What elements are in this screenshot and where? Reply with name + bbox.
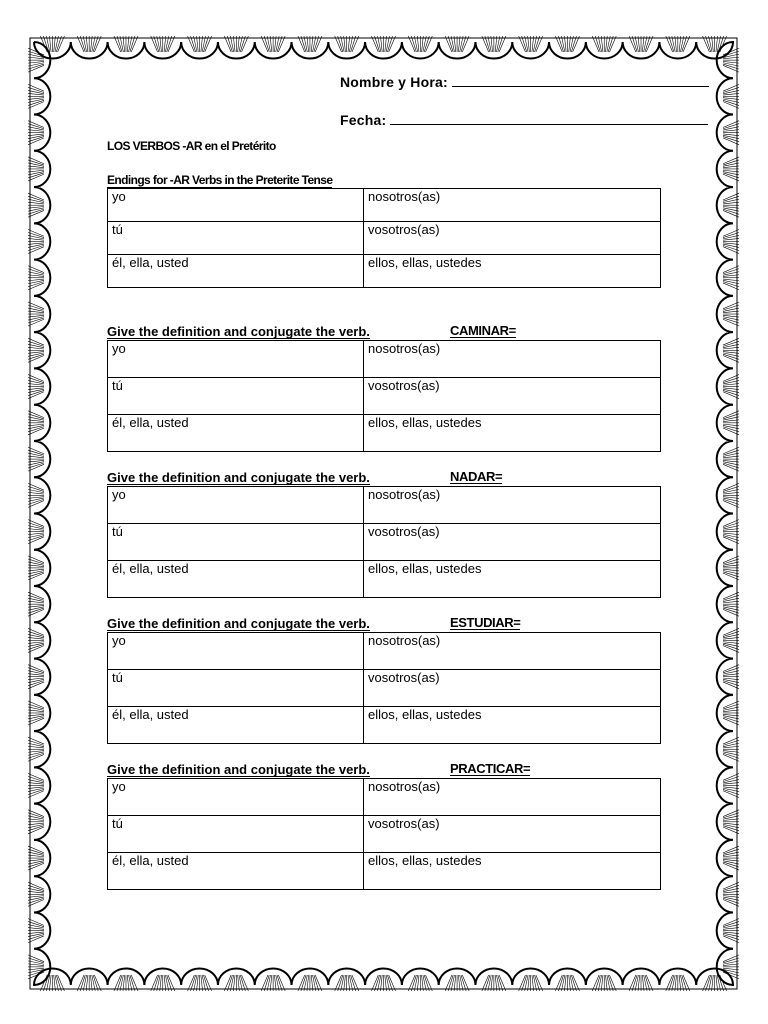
cell-vosotros[interactable]: vosotros(as)	[364, 222, 661, 255]
section-instruction: Give the definition and conjugate the verb.	[107, 762, 370, 777]
nadar-conjugation-table	[107, 486, 661, 598]
cell-nosotros[interactable]: nosotros(as)	[364, 779, 661, 816]
section-heading	[107, 470, 660, 486]
caminar-section	[107, 324, 660, 452]
section-heading	[107, 324, 660, 340]
cell-el-ella-usted[interactable]: él, ella, usted	[108, 255, 364, 288]
table-row	[108, 255, 661, 288]
nadar-section	[107, 470, 660, 598]
table-row	[108, 415, 661, 452]
table-row	[108, 341, 661, 378]
table-row	[108, 378, 661, 415]
section-heading	[107, 616, 660, 632]
cell-yo[interactable]: yo	[108, 779, 364, 816]
cell-el-ella-usted[interactable]: él, ella, usted	[108, 707, 364, 744]
cell-tu[interactable]: tú	[108, 816, 364, 853]
worksheet-title: LOS VERBOS -AR en el Pretérito	[107, 139, 276, 153]
table-row	[108, 222, 661, 255]
section-instruction: Give the definition and conjugate the verb.	[107, 470, 370, 485]
cell-ellos-ellas-ustedes[interactable]: ellos, ellas, ustedes	[364, 853, 661, 890]
table-row	[108, 487, 661, 524]
section-verb: PRACTICAR=	[450, 761, 531, 776]
table-row	[108, 779, 661, 816]
cell-tu[interactable]: tú	[108, 524, 364, 561]
section-verb: NADAR=	[450, 469, 503, 484]
cell-ellos-ellas-ustedes[interactable]: ellos, ellas, ustedes	[364, 415, 661, 452]
section-instruction: Give the definition and conjugate the verb.	[107, 324, 370, 339]
cell-yo[interactable]: yo	[108, 189, 364, 222]
cell-yo[interactable]: yo	[108, 487, 364, 524]
cell-tu[interactable]: tú	[108, 670, 364, 707]
name-and-hour-label: Nombre y Hora:	[340, 74, 448, 90]
practicar-section	[107, 762, 660, 890]
cell-ellos-ellas-ustedes[interactable]: ellos, ellas, ustedes	[364, 255, 661, 288]
section-instruction: Give the definition and conjugate the verb.	[107, 616, 370, 631]
cell-yo[interactable]: yo	[108, 633, 364, 670]
endings-table	[107, 188, 661, 288]
date-field[interactable]	[340, 112, 708, 128]
table-row	[108, 707, 661, 744]
cell-vosotros[interactable]: vosotros(as)	[364, 816, 661, 853]
endings-heading-text: Endings for -AR Verbs in the Preterite Tense	[107, 173, 333, 187]
estudiar-section	[107, 616, 660, 744]
cell-ellos-ellas-ustedes[interactable]: ellos, ellas, ustedes	[364, 561, 661, 598]
date-blank[interactable]	[390, 112, 708, 125]
endings-section	[107, 172, 660, 288]
cell-tu[interactable]: tú	[108, 378, 364, 415]
practicar-conjugation-table	[107, 778, 661, 890]
cell-vosotros[interactable]: vosotros(as)	[364, 670, 661, 707]
cell-ellos-ellas-ustedes[interactable]: ellos, ellas, ustedes	[364, 707, 661, 744]
cell-yo[interactable]: yo	[108, 341, 364, 378]
table-row	[108, 189, 661, 222]
table-row	[108, 561, 661, 598]
estudiar-conjugation-table	[107, 632, 661, 744]
cell-el-ella-usted[interactable]: él, ella, usted	[108, 415, 364, 452]
caminar-conjugation-table	[107, 340, 661, 452]
cell-tu[interactable]: tú	[108, 222, 364, 255]
cell-nosotros[interactable]: nosotros(as)	[364, 189, 661, 222]
table-row	[108, 633, 661, 670]
cell-vosotros[interactable]: vosotros(as)	[364, 378, 661, 415]
section-verb: CAMINAR=	[450, 323, 516, 338]
cell-nosotros[interactable]: nosotros(as)	[364, 341, 661, 378]
name-and-hour-field[interactable]	[340, 74, 709, 90]
section-heading	[107, 762, 660, 778]
cell-el-ella-usted[interactable]: él, ella, usted	[108, 561, 364, 598]
cell-vosotros[interactable]: vosotros(as)	[364, 524, 661, 561]
table-row	[108, 816, 661, 853]
table-row	[108, 853, 661, 890]
cell-nosotros[interactable]: nosotros(as)	[364, 487, 661, 524]
cell-nosotros[interactable]: nosotros(as)	[364, 633, 661, 670]
table-row	[108, 524, 661, 561]
name-and-hour-blank[interactable]	[452, 74, 709, 87]
endings-heading	[107, 172, 660, 188]
section-verb: ESTUDIAR=	[450, 615, 521, 630]
table-row	[108, 670, 661, 707]
date-label: Fecha:	[340, 112, 387, 128]
cell-el-ella-usted[interactable]: él, ella, usted	[108, 853, 364, 890]
